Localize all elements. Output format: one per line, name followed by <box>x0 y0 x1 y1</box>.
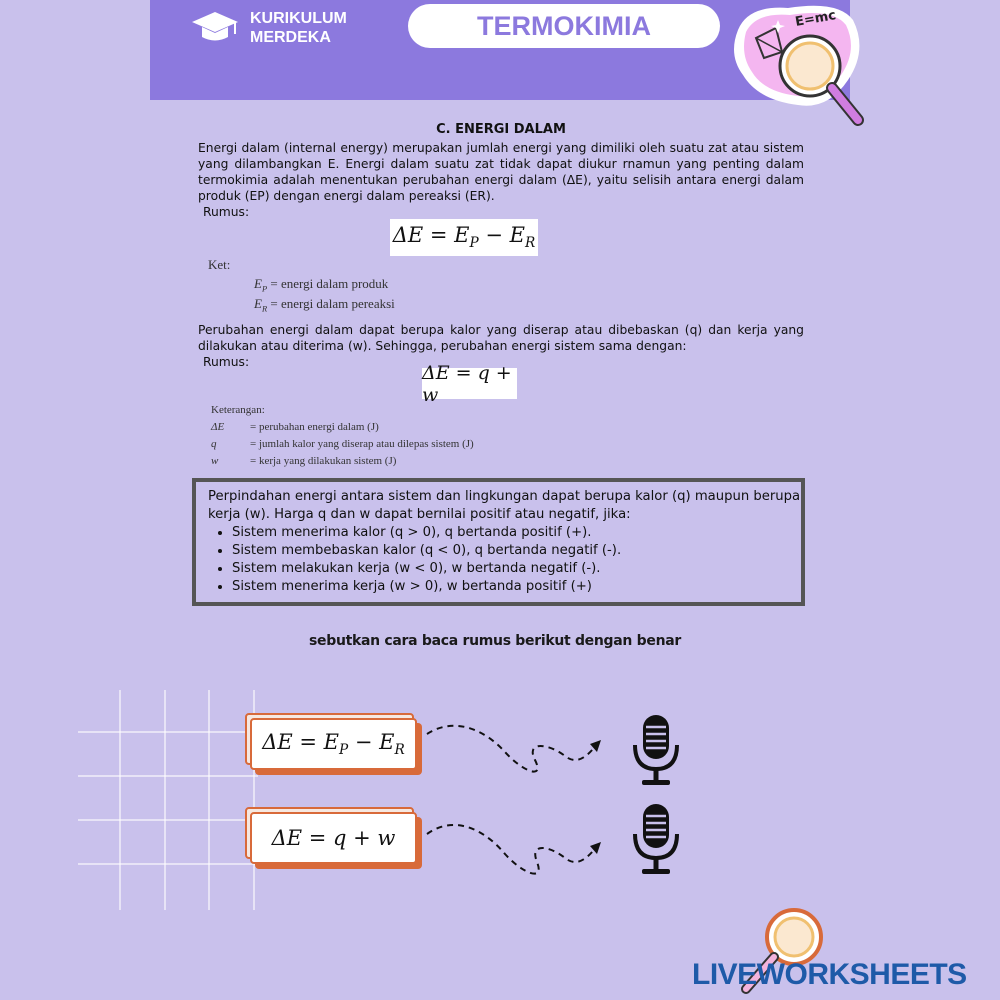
keterangan-sym-1: ΔE <box>211 421 225 433</box>
keterangan-sym-2: q <box>211 438 217 450</box>
microphone-icon[interactable] <box>630 713 682 788</box>
grid-decoration <box>78 690 258 910</box>
formula-2: ΔE = q + w <box>422 368 517 399</box>
rumus-label-2: Rumus: <box>203 355 250 369</box>
page-title: TERMOKIMIA <box>408 4 720 48</box>
paragraph-2: Perubahan energi dalam dapat berupa kalor yang diserap atau dibebaskan (q) dan kerja yang dilakukan atau diterima (w). Sehingga, perubahan energi sistem sama dengan: <box>198 323 804 353</box>
sign-item-3: • Sistem melakukan kerja (w < 0), w bertanda negatif (-). <box>232 560 808 578</box>
keterangan-desc-1: = perubahan energi dalam (J) <box>250 421 379 433</box>
dashed-arrow-2 <box>425 818 605 884</box>
sign-item-2: • Sistem membebaskan kalor (q < 0), q bertanda negatif (-). <box>232 542 808 560</box>
paragraph-1: Energi dalam (internal energy) merupakan jumlah energi yang dimiliki oleh suatu zat atau sistem yang dilambangkan E. Energi dalam suatu zat tidak dapat diukur rnamun yang penting dalam termokimia adalah menentukan perubahan energi dalam (ΔE), yaitu selisih antara energi dalam produk (EP) dengan energi dalam pereaksi (ER). <box>198 141 804 203</box>
dashed-arrow-1 <box>425 722 605 782</box>
sign-item-1: • Sistem menerima kalor (q > 0), q bertanda positif (+). <box>232 524 808 542</box>
liveworksheets-brand[interactable]: LIVEWORKSHEETS <box>692 958 967 991</box>
keterangan-desc-3: = kerja yang dilakukan sistem (J) <box>250 455 397 467</box>
curriculum-logo <box>190 8 347 48</box>
microphone-icon[interactable] <box>630 802 682 877</box>
sign-convention-text <box>208 488 808 596</box>
formula-1: $\Delta E = E_P - E_R$ <box>390 219 538 256</box>
keterangan-label: Keterangan: <box>211 404 265 416</box>
graduation-cap-icon <box>190 8 240 48</box>
ket-item-er: $E_R$ = energi dalam pereaksi <box>254 296 395 314</box>
emc-text: E=mc <box>794 8 838 30</box>
sign-intro: Perpindahan energi antara sistem dan lingkungan dapat berupa kalor (q) maupun berupa kerja (w). Harga q dan w dapat bernilai positif atau negatif, jika: <box>208 489 801 522</box>
section-heading: C. ENERGI DALAM <box>436 122 566 137</box>
rumus-label-1: Rumus: <box>203 205 250 219</box>
brand-line2: MERDEKA <box>250 29 331 46</box>
exercise-instruction: sebutkan cara baca rumus berikut dengan benar <box>309 633 681 649</box>
answer-formula-1: $\Delta E = E_P - E_R$ <box>250 718 417 770</box>
keterangan-sym-3: w <box>211 455 219 467</box>
sign-item-4: • Sistem menerima kerja (w > 0), w bertanda positif (+) <box>232 578 808 596</box>
ket-label: Ket: <box>208 257 231 272</box>
keterangan-desc-2: = jumlah kalor yang diserap atau dilepas sistem (J) <box>250 438 474 450</box>
answer-formula-2: ΔE = q + w <box>250 812 417 864</box>
ket-item-ep: $E_P$ = energi dalam produk <box>254 276 389 294</box>
brand-line1: KURIKULUM <box>250 10 347 27</box>
magnifier-decoration-icon <box>728 0 873 130</box>
